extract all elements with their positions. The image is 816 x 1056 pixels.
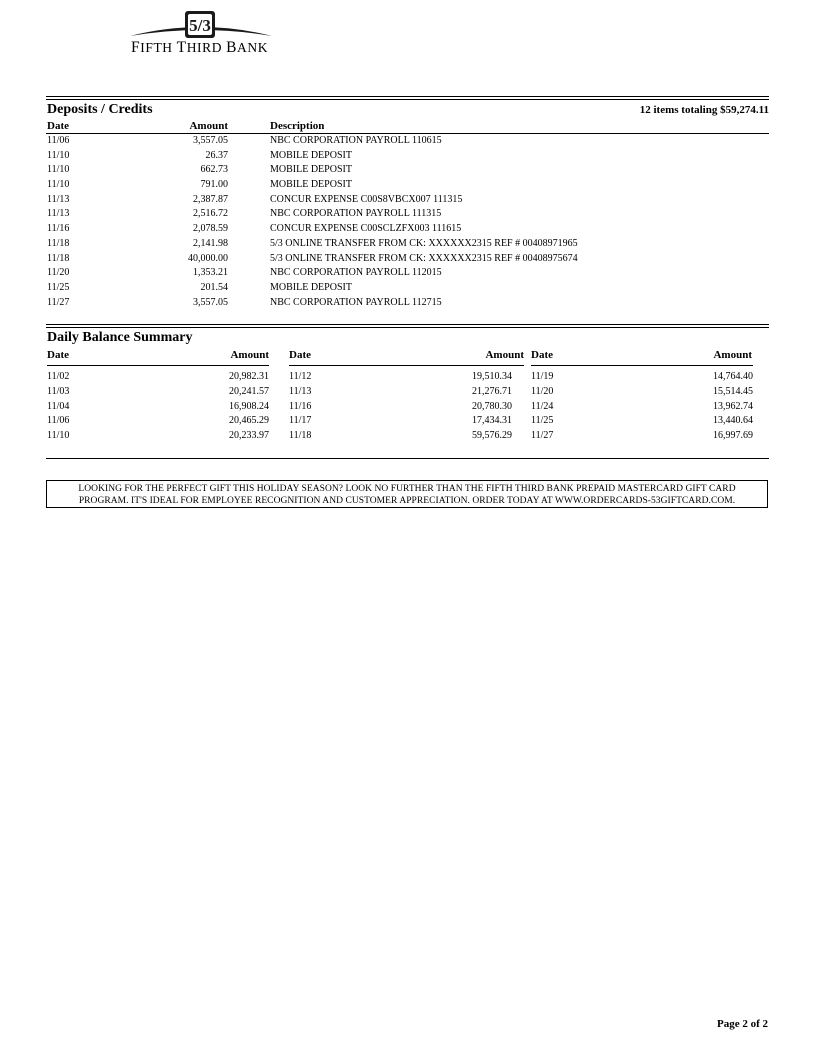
deposit-date: 11/10	[47, 179, 70, 191]
deposit-description: MOBILE DEPOSIT	[270, 164, 352, 176]
deposit-date: 11/18	[47, 252, 70, 264]
balance-title: Daily Balance Summary	[47, 330, 193, 345]
deposits-header-amount: Amount	[189, 120, 228, 132]
balance-amount: 13,440.64	[713, 415, 753, 427]
deposit-description: MOBILE DEPOSIT	[270, 179, 352, 191]
deposits-table	[47, 134, 769, 310]
deposits-header-date: Date	[47, 120, 69, 132]
table-row	[289, 429, 524, 444]
balance-date: 11/24	[531, 400, 554, 412]
table-row	[531, 385, 753, 400]
fifth-third-logo-icon	[128, 10, 274, 40]
balance-date: 11/27	[531, 430, 554, 442]
deposit-amount: 791.00	[200, 179, 228, 191]
balance-header-amount: Amount	[230, 349, 269, 361]
table-row	[531, 400, 753, 415]
divider-rule	[46, 99, 769, 100]
table-row	[47, 237, 769, 252]
deposit-date: 11/16	[47, 223, 70, 235]
bank-logo	[128, 10, 274, 58]
balance-amount: 16,997.69	[713, 430, 753, 442]
page-number: Page 2 of 2	[716, 1018, 768, 1030]
deposit-amount: 3,557.05	[193, 296, 228, 308]
balance-amount: 16,908.24	[229, 400, 269, 412]
balance-date: 11/25	[531, 415, 554, 427]
promo-line: LOOKING FOR THE PERFECT GIFT THIS HOLIDAY SEASON? LOOK NO FURTHER THAN THE FIFTH THIRD BANK PREPAID MASTERCARD GIFT CARD	[78, 484, 736, 494]
balance-date: 11/10	[47, 430, 70, 442]
deposit-date: 11/27	[47, 296, 70, 308]
table-row	[289, 414, 524, 429]
table-row	[47, 207, 769, 222]
deposit-date: 11/25	[47, 281, 70, 293]
deposit-amount: 26.37	[205, 149, 228, 161]
balance-header-date: Date	[47, 349, 69, 361]
deposit-description: MOBILE DEPOSIT	[270, 281, 352, 293]
table-row	[47, 149, 769, 164]
balance-header	[289, 348, 524, 366]
promo-box	[46, 480, 768, 508]
balance-date: 11/13	[289, 385, 312, 397]
deposit-date: 11/20	[47, 267, 70, 279]
balance-date: 11/19	[531, 371, 554, 382]
balance-column	[289, 348, 524, 444]
table-row	[47, 414, 269, 429]
divider-rule	[46, 324, 769, 325]
balance-date: 11/06	[47, 415, 70, 427]
balance-amount: 20,780.30	[472, 400, 512, 412]
table-row	[47, 266, 769, 281]
deposit-date: 11/13	[47, 193, 70, 205]
promo-line: PROGRAM. IT'S IDEAL FOR EMPLOYEE RECOGNITION AND CUSTOMER APPRECIATION. ORDER TODAY AT WWW.ORDERCARDS-53GIFTCARD.COM.	[78, 496, 736, 506]
table-row	[47, 134, 769, 149]
balance-header-amount: Amount	[713, 349, 752, 361]
bank-name: FIFTH THIRD BANK	[131, 39, 269, 56]
deposit-date: 11/18	[47, 237, 70, 249]
divider-rule	[46, 327, 769, 328]
deposit-description: MOBILE DEPOSIT	[270, 149, 352, 161]
deposit-amount: 40,000.00	[188, 252, 228, 264]
balance-amount: 59,576.29	[472, 430, 512, 442]
balance-header	[47, 348, 269, 366]
balance-date: 11/17	[289, 415, 312, 427]
balance-date: 11/02	[47, 371, 70, 382]
balance-amount: 14,764.40	[713, 371, 753, 382]
table-row	[47, 252, 769, 267]
deposit-description: CONCUR EXPENSE C00SCLZFX003 111615	[270, 223, 462, 235]
table-row	[47, 281, 769, 296]
balance-column	[531, 348, 753, 444]
divider-rule	[46, 96, 769, 97]
deposit-description: 5/3 ONLINE TRANSFER FROM CK: XXXXXX2315 REF # 00408975674	[270, 252, 578, 264]
deposit-amount: 2,387.87	[193, 193, 228, 205]
deposit-description: NBC CORPORATION PAYROLL 110615	[270, 135, 442, 146]
balance-header-date: Date	[531, 349, 553, 361]
balance-amount: 20,233.97	[229, 430, 269, 442]
table-row	[47, 222, 769, 237]
svg-text:5/3: 5/3	[189, 16, 211, 35]
balance-date: 11/18	[289, 430, 312, 442]
balance-header-date: Date	[289, 349, 311, 361]
balance-amount: 19,510.34	[472, 371, 512, 382]
deposit-description: NBC CORPORATION PAYROLL 111315	[270, 208, 442, 220]
table-row	[289, 370, 524, 385]
deposit-date: 11/06	[47, 135, 70, 146]
divider-rule	[46, 458, 769, 459]
table-row	[531, 370, 753, 385]
balance-header	[531, 348, 753, 366]
balance-amount: 15,514.45	[713, 385, 753, 397]
balance-amount: 20,465.29	[229, 415, 269, 427]
deposit-date: 11/10	[47, 149, 70, 161]
deposit-amount: 662.73	[200, 164, 228, 176]
balance-header-amount: Amount	[485, 349, 524, 361]
table-row	[47, 193, 769, 208]
table-row	[47, 385, 269, 400]
table-row	[47, 178, 769, 193]
table-row	[531, 429, 753, 444]
deposits-summary: 12 items totaling $59,274.11	[639, 104, 769, 116]
deposit-date: 11/10	[47, 164, 70, 176]
balance-amount: 21,276.71	[472, 385, 512, 397]
deposits-title: Deposits / Credits	[47, 102, 153, 117]
deposits-header-description: Description	[270, 120, 325, 132]
table-row	[47, 296, 769, 311]
table-row	[47, 400, 269, 415]
balance-date: 11/03	[47, 385, 70, 397]
deposit-amount: 2,141.98	[193, 237, 228, 249]
deposit-amount: 1,353.21	[193, 267, 228, 279]
balance-amount: 20,982.31	[229, 371, 269, 382]
deposit-description: 5/3 ONLINE TRANSFER FROM CK: XXXXXX2315 REF # 00408971965	[270, 237, 578, 249]
balance-amount: 17,434.31	[472, 415, 512, 427]
deposit-description: NBC CORPORATION PAYROLL 112715	[270, 296, 442, 308]
balance-date: 11/20	[531, 385, 554, 397]
balance-date: 11/04	[47, 400, 70, 412]
deposit-description: CONCUR EXPENSE C00S8VBCX007 111315	[270, 193, 463, 205]
deposit-description: NBC CORPORATION PAYROLL 112015	[270, 267, 442, 279]
deposit-amount: 2,078.59	[193, 223, 228, 235]
deposit-amount: 201.54	[200, 281, 228, 293]
balance-date: 11/12	[289, 371, 312, 382]
balance-date: 11/16	[289, 400, 312, 412]
deposit-date: 11/13	[47, 208, 70, 220]
table-row	[47, 163, 769, 178]
balance-column	[47, 348, 269, 444]
deposit-amount: 3,557.05	[193, 135, 228, 146]
deposit-amount: 2,516.72	[193, 208, 228, 220]
table-row	[289, 385, 524, 400]
table-row	[289, 400, 524, 415]
table-row	[47, 429, 269, 444]
table-row	[47, 370, 269, 385]
balance-amount: 20,241.57	[229, 385, 269, 397]
balance-amount: 13,962.74	[713, 400, 753, 412]
table-row	[531, 414, 753, 429]
